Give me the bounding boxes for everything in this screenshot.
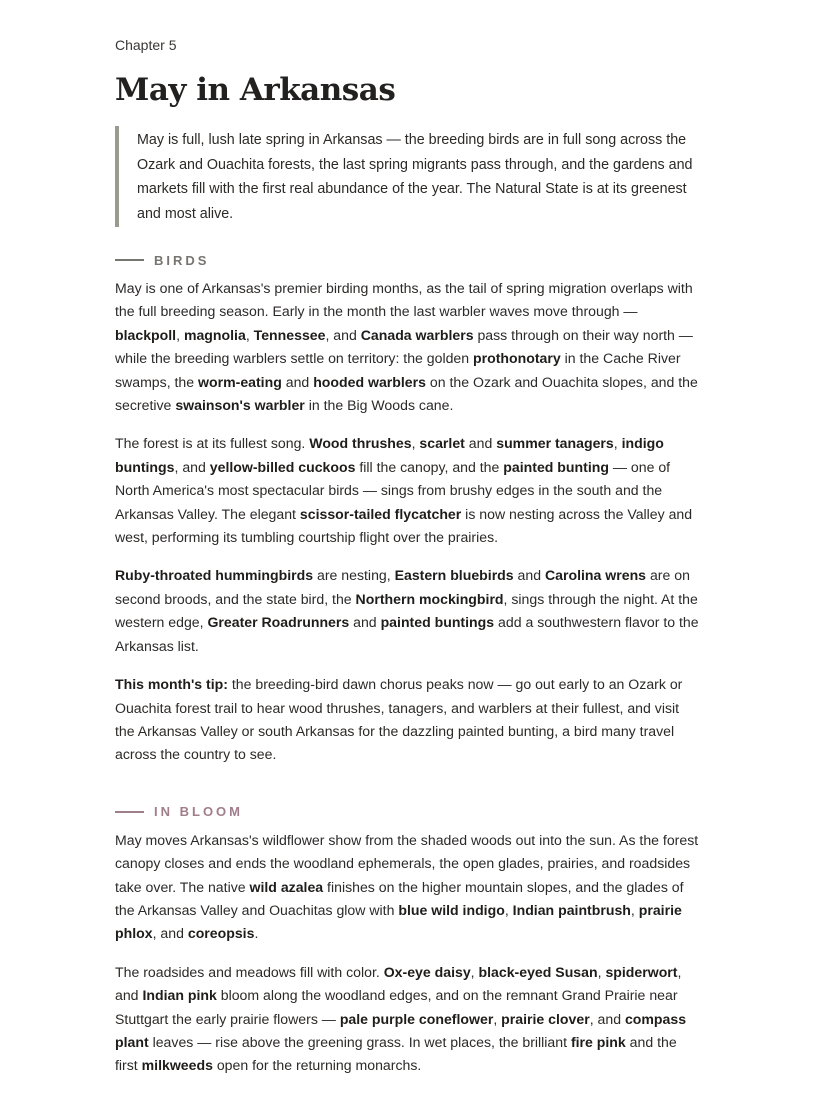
- birds-tip-paragraph: This month's tip: the breeding-bird dawn chorus peaks now — go out early to an Ozark or Ouachita forest trail to hear wood thrushes, tanagers, and warblers at their fullest, and visit the Arkansas Valley or south Arkansas for the dazzling painted bunting, a bird many travel across the country to see.: [115, 676, 683, 763]
- emphasized-term: milkweeds: [141, 1057, 213, 1074]
- in-bloom-heading-label: IN BLOOM: [154, 804, 243, 820]
- birds-paragraph: May is one of Arkansas's premier birding months, as the tail of spring migration overlaps with the full breeding season. Early in the month the last warbler waves move through — blackpoll, magnolia, Tennessee, and Canada warblers pass through on their way north — while the breeding warblers settle on territory: the golden prothonotary in the Cache River swamps, the worm-eating and hooded warblers on the Ozark and Ouachita slopes, and the secretive swainson's warbler in the Big Woods cane.: [115, 280, 698, 414]
- emphasized-term: Tennessee: [253, 326, 326, 343]
- birds-heading-label: BIRDS: [154, 252, 210, 268]
- emphasized-term: painted buntings: [380, 614, 495, 631]
- emphasized-term: This month's tip:: [115, 676, 228, 693]
- emphasized-term: magnolia: [183, 326, 246, 343]
- emphasized-term: scissor-tailed flycatcher: [299, 505, 462, 522]
- in-bloom-section-body: [115, 829, 701, 1078]
- emphasized-term: prairie phlox: [115, 901, 682, 942]
- chapter-title: May in Arkansas: [115, 72, 396, 108]
- emphasized-term: Ox-eye daisy: [383, 963, 471, 980]
- emphasized-term: summer tanagers: [496, 435, 614, 452]
- emphasized-term: Ruby-throated hummingbirds: [115, 567, 314, 584]
- emphasized-term: prothonotary: [473, 350, 561, 367]
- emphasized-term: blue wild indigo: [398, 901, 505, 918]
- emphasized-term: painted bunting: [503, 458, 609, 475]
- emphasized-term: Indian pink: [142, 987, 217, 1004]
- emphasized-term: pale purple coneflower: [339, 1010, 494, 1027]
- emphasized-term: wild azalea: [249, 878, 324, 895]
- emphasized-term: black-eyed Susan: [478, 963, 598, 980]
- in-bloom-section-heading: [115, 803, 701, 821]
- emphasized-term: yellow-billed cuckoos: [209, 458, 356, 475]
- birds-paragraph: The forest is at its fullest song. Wood thrushes, scarlet and summer tanagers, indigo buntings, and yellow-billed cuckoos fill the canopy, and the painted bunting — one of North America's most spectacular birds — sings from brushy edges in the south and the Arkansas Valley. The elegant scissor-tailed flycatcher is now nesting across the Valley and west, performing its tumbling courtship flight over the prairies.: [115, 435, 693, 546]
- bloom-paragraph: May moves Arkansas's wildflower show from the shaded woods out into the sun. As the forest canopy closes and ends the woodland ephemerals, the open glades, prairies, and roadsides take over. The native wild azalea finishes on the higher mountain slopes, and the glades of the Arkansas Valley and Ouachitas glow with blue wild indigo, Indian paintbrush, prairie phlox, and coreopsis.: [115, 831, 699, 942]
- birds-section-heading: [115, 251, 701, 269]
- emphasized-term: Eastern bluebirds: [394, 567, 514, 584]
- heading-rule: [115, 811, 144, 813]
- birds-section-body: [115, 277, 701, 767]
- emphasized-term: swainson's warbler: [175, 397, 305, 414]
- heading-rule: [115, 259, 144, 261]
- emphasized-term: worm-eating: [198, 373, 282, 390]
- emphasized-term: Canada warblers: [360, 326, 474, 343]
- emphasized-term: prairie clover: [501, 1010, 590, 1027]
- emphasized-term: Wood thrushes: [309, 435, 412, 452]
- emphasized-term: Carolina wrens: [544, 567, 647, 584]
- emphasized-term: Indian paintbrush: [512, 901, 631, 918]
- emphasized-term: compass plant: [115, 1010, 687, 1050]
- chapter-label: Chapter 5: [115, 37, 177, 53]
- emphasized-term: scarlet: [419, 435, 465, 452]
- emphasized-term: fire pink: [570, 1033, 626, 1050]
- emphasized-term: Greater Roadrunners: [207, 614, 350, 631]
- chapter-intro-quote: May is full, lush late spring in Arkansas — the breeding birds are in full song across the Ozark and Ouachita forests, the last spring migrants pass through, and the gardens and markets fill with the first real abundance of the year. The Natural State is at its greenest and most alive.: [115, 126, 701, 227]
- birds-paragraph: Ruby-throated hummingbirds are nesting, Eastern bluebirds and Carolina wrens are on second broods, and the state bird, the Northern mockingbird, sings through the night. At the western edge, Greater Roadrunners and painted buntings add a southwestern flavor to the Arkansas list.: [115, 567, 699, 654]
- emphasized-term: coreopsis: [187, 925, 255, 942]
- emphasized-term: spiderwort: [605, 963, 678, 980]
- bloom-paragraph: The roadsides and meadows fill with color. Ox-eye daisy, black-eyed Susan, spiderwort, and Indian pink bloom along the woodland edges, and on the remnant Grand Prairie near Stuttgart the early prairie flowers — pale purple coneflower, prairie clover, and compass plant leaves — rise above the greening grass. In wet places, the brilliant fire pink and the first milkweeds open for the returning monarchs.: [115, 963, 687, 1074]
- page-content: [115, 36, 701, 1093]
- emphasized-term: blackpoll: [115, 326, 177, 343]
- emphasized-term: indigo buntings: [115, 435, 664, 475]
- emphasized-term: hooded warblers: [313, 373, 426, 390]
- emphasized-term: Northern mockingbird: [355, 590, 504, 607]
